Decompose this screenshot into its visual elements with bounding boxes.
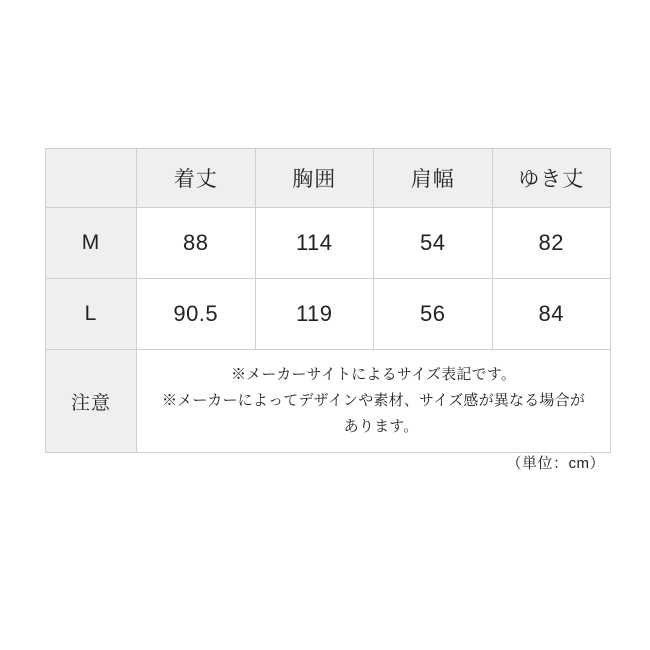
cell-l-chest: 119	[255, 279, 374, 350]
size-table-container	[45, 148, 605, 453]
note-line-2: ※メーカーによってデザインや素材、サイズ感が異なる場合が	[161, 392, 586, 410]
table-row	[46, 208, 611, 279]
note-line-3: あります。	[328, 417, 419, 435]
cell-m-shoulder: 54	[374, 208, 493, 279]
table-note-row	[46, 350, 611, 453]
cell-l-shoulder: 56	[374, 279, 493, 350]
table-corner-cell	[46, 149, 137, 208]
table-header-row	[46, 149, 611, 208]
column-header-sleeve: ゆき丈	[492, 149, 611, 208]
unit-caption: （単位：cm）	[506, 455, 605, 472]
cell-l-length: 90.5	[137, 279, 256, 350]
column-header-shoulder: 肩幅	[374, 149, 493, 208]
row-label-note: 注意	[46, 350, 137, 453]
cell-m-sleeve: 82	[492, 208, 611, 279]
table-body	[46, 208, 611, 453]
row-label-l: L	[46, 279, 137, 350]
column-header-chest: 胸囲	[255, 149, 374, 208]
note-cell	[137, 350, 611, 453]
note-line-1: ※メーカーサイトによるサイズ表記です。	[230, 366, 517, 384]
column-header-length: 着丈	[137, 149, 256, 208]
size-table	[45, 148, 611, 453]
row-label-m: M	[46, 208, 137, 279]
cell-m-chest: 114	[255, 208, 374, 279]
table-header	[46, 149, 611, 208]
table-row	[46, 279, 611, 350]
cell-m-length: 88	[137, 208, 256, 279]
cell-l-sleeve: 84	[492, 279, 611, 350]
